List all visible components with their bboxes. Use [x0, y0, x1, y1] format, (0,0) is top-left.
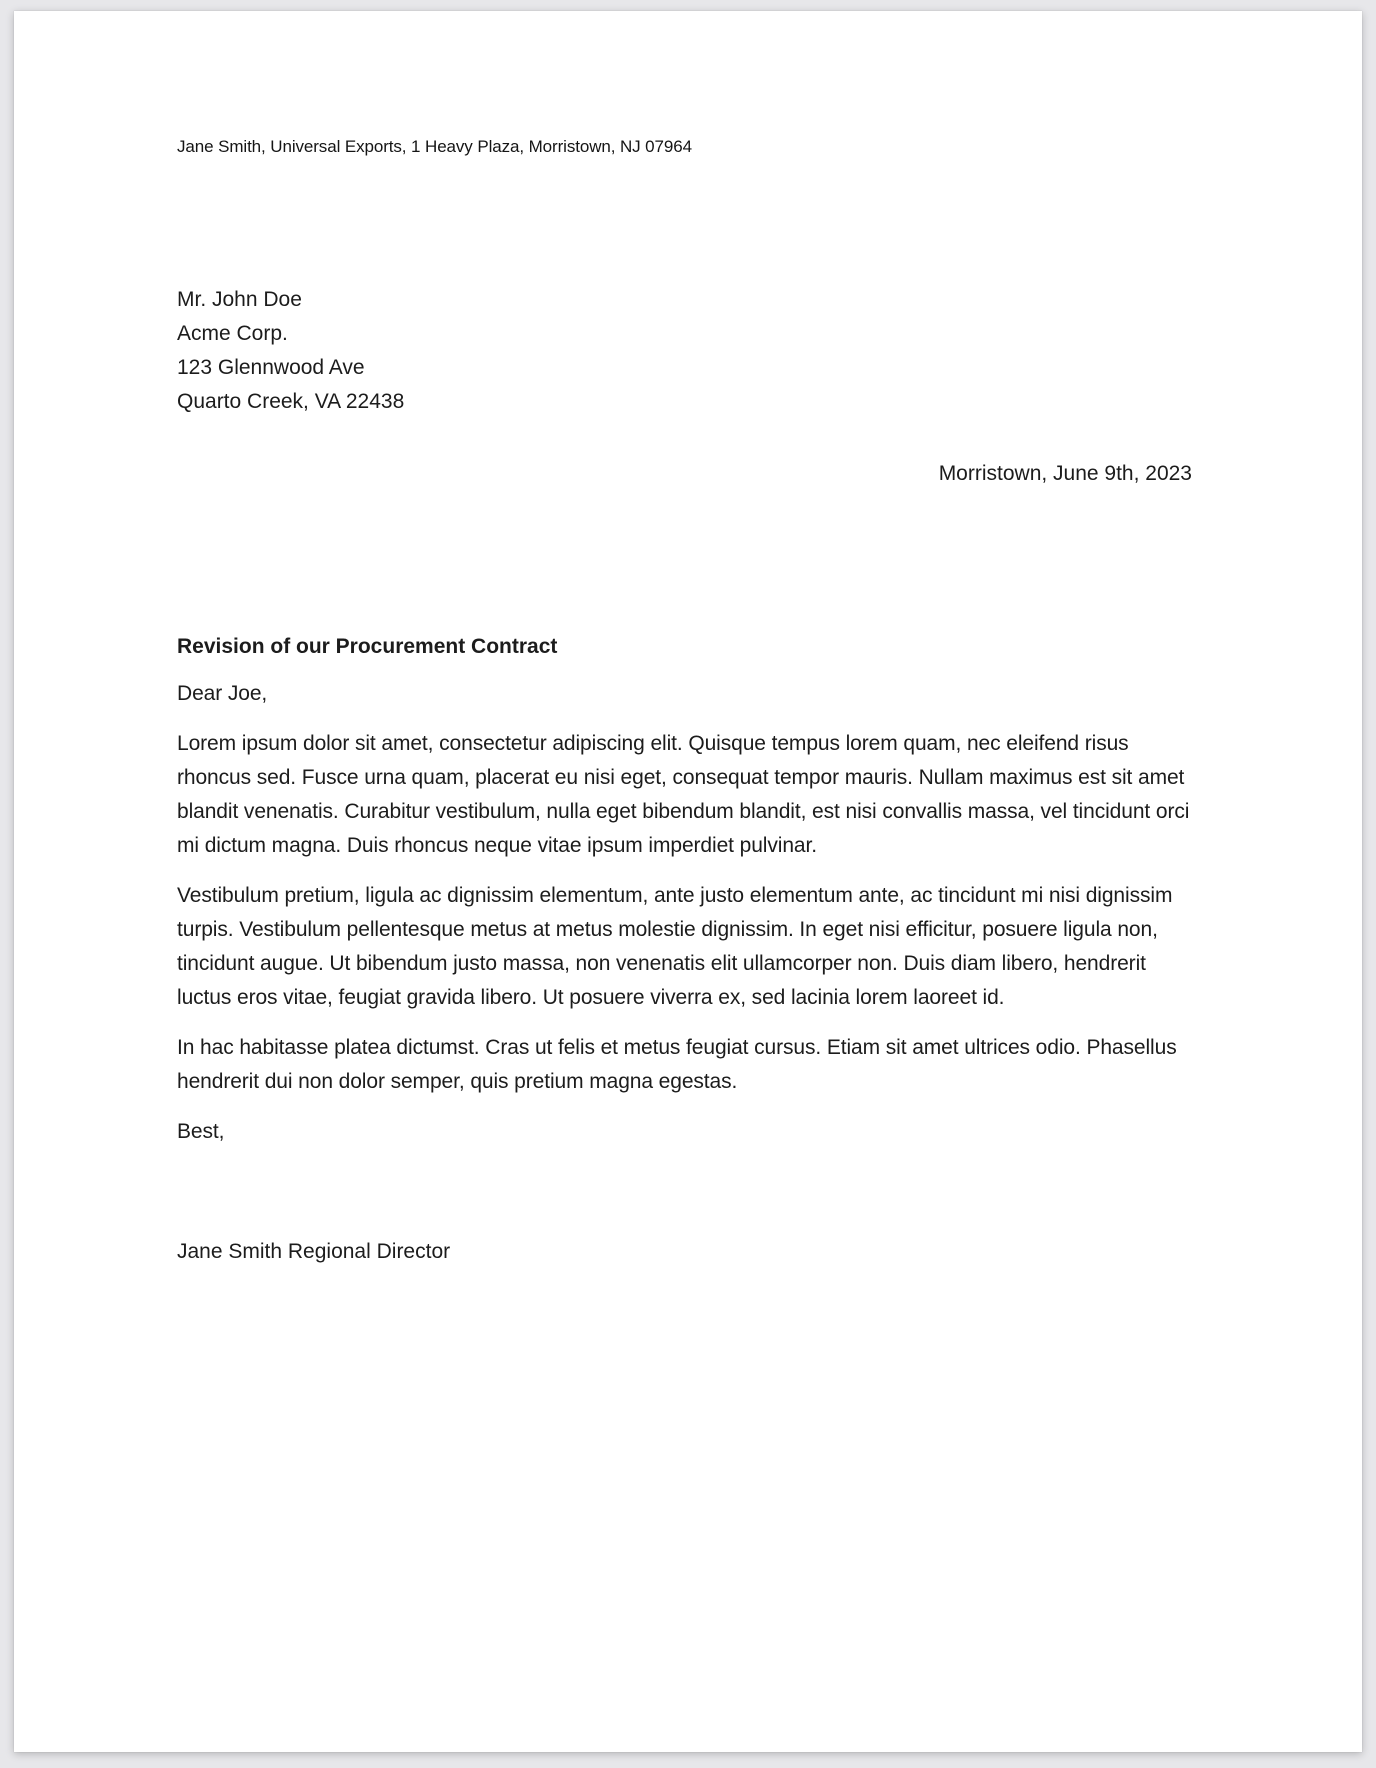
- body-paragraph-2: Vestibulum pretium, ligula ac dignissim elementum, ante justo elementum ante, ac tincidunt mi nisi dignissim turpis. Vestibulum pellentesque metus at metus molestie dignissim. In eget nisi efficitur, posuere ligula non, tincidunt augue. Ut bibendum justo massa, non venenatis elit ullamcorper non. Duis diam libero, hendrerit luctus eros vitae, feugiat gravida libero. Ut posuere viverra ex, sed lacinia lorem laoreet id.: [177, 884, 1173, 1009]
- recipient-street: 123 Glennwood Ave: [177, 356, 365, 379]
- salutation: Dear Joe,: [177, 682, 268, 705]
- body-paragraph-3: In hac habitasse platea dictumst. Cras ut felis et metus feugiat cursus. Etiam sit amet ultrices odio. Phasellus hendrerit dui non dolor semper, quis pretium magna egestas.: [177, 1036, 1177, 1093]
- date-line: Morristown, June 9th, 2023: [938, 462, 1192, 485]
- signature-line: Jane Smith Regional Director: [177, 1240, 451, 1263]
- recipient-city: Quarto Creek, VA 22438: [177, 390, 405, 413]
- body-paragraph-1: Lorem ipsum dolor sit amet, consectetur adipiscing elit. Quisque tempus lorem quam, nec eleifend risus rhoncus sed. Fusce urna quam, placerat eu nisi eget, consequat tempor mauris. Nullam maximus est sit amet blandit venenatis. Curabitur vestibulum, nulla eget bibendum blandit, est nisi convallis massa, vel tincidunt orci mi dictum magna. Duis rhoncus neque vitae ipsum imperdiet pulvinar.: [177, 732, 1190, 857]
- recipient-company: Acme Corp.: [177, 322, 288, 345]
- closing: Best,: [177, 1120, 225, 1143]
- letter-page: [14, 11, 1362, 1752]
- recipient-address-block: [177, 283, 1192, 419]
- recipient-name: Mr. John Doe: [177, 288, 302, 311]
- sender-return-address: Jane Smith, Universal Exports, 1 Heavy Plaza, Morristown, NJ 07964: [177, 137, 692, 156]
- subject-line: Revision of our Procurement Contract: [177, 635, 558, 658]
